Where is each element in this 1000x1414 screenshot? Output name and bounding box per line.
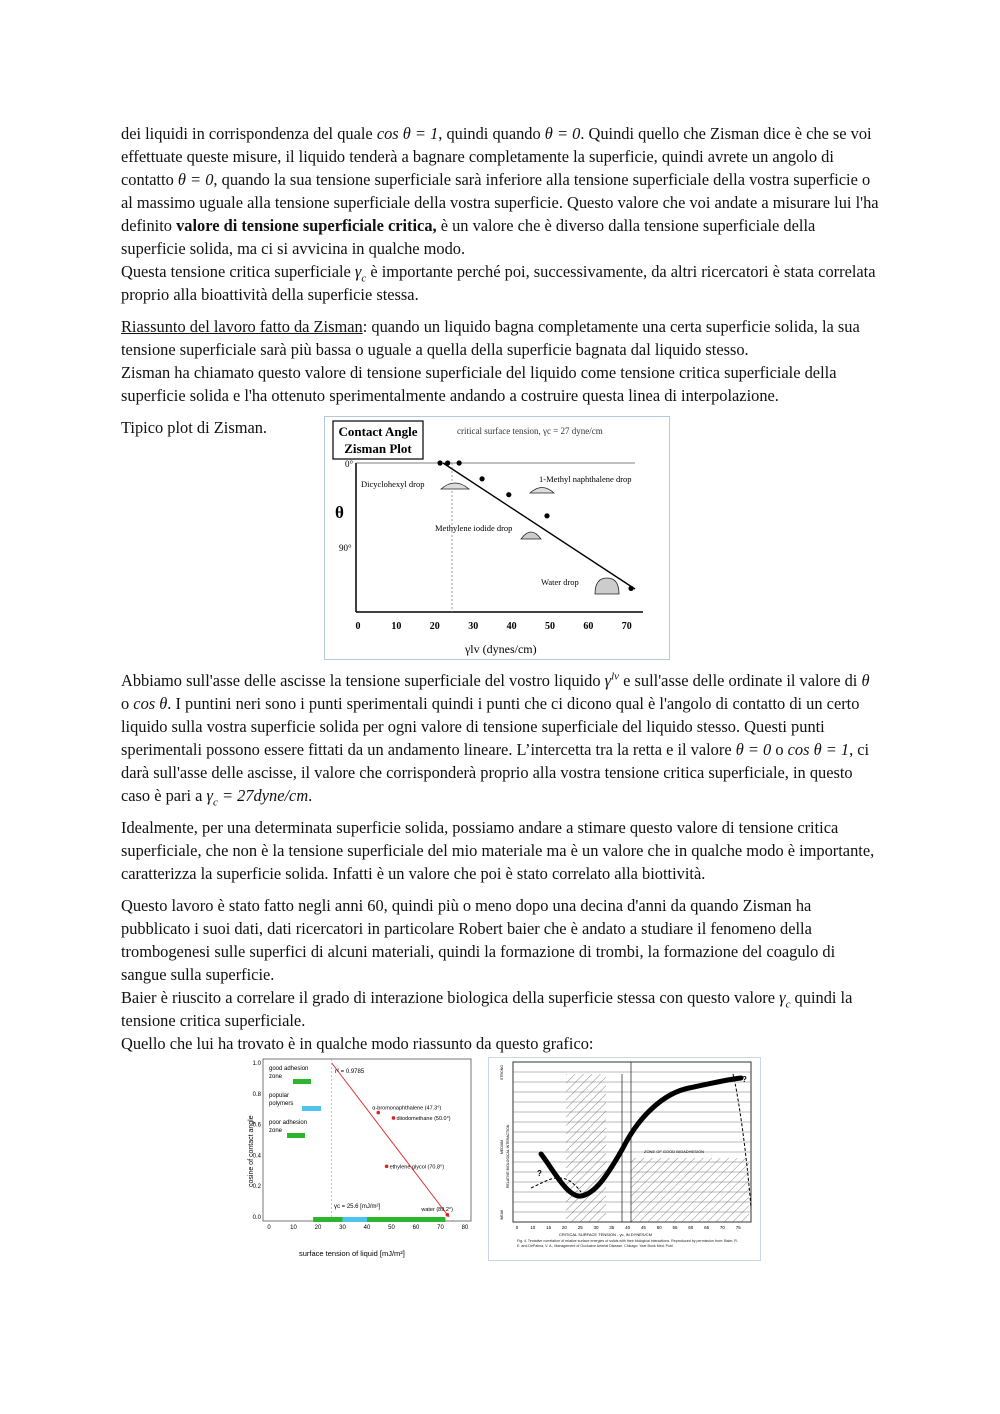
paragraph-6: Idealmente, per una determinata superficie solida, possiamo andare a stimare questo valore di tensione critica superficiale, che non è la tensione superficiale del mio materiale ma è un valore che in qualche modo è importante, caratterizza la superficie solida. Infatti è un valore che poi è stato correlato alla biottività. <box>121 818 875 883</box>
baier-y-label: RELATIVE BIOLOGICAL INTERACTION <box>506 1124 510 1188</box>
cosine-x-tick: 30 <box>339 1225 346 1231</box>
baier-x-tick: 65 <box>704 1225 710 1230</box>
cosine-point-label: diiodomethane (50.0°) <box>396 1115 451 1122</box>
baier-x-tick: 60 <box>688 1225 694 1230</box>
gamma-c-label: γc = 25.6 [mJ/m²] <box>334 1204 381 1210</box>
baier-q-left: ? <box>537 1169 542 1178</box>
zisman-x-ticks <box>356 621 632 632</box>
drop-label-2: 1-Methyl naphthalene drop <box>539 474 632 484</box>
cosine-point-label: water (89.2°) <box>421 1206 453 1213</box>
legend-poor-2: zone <box>269 1128 283 1134</box>
baier-x-tick: 30 <box>593 1225 599 1230</box>
cosine-plot-figure <box>249 1057 476 1261</box>
underlined-heading: Riassunto del lavoro fatto da Zisman <box>121 317 363 336</box>
drop-label-1: Dicyclohexyl drop <box>361 479 425 489</box>
cosine-point-label: ethylene glycol (70.8°) <box>389 1164 445 1171</box>
baier-plot-figure <box>488 1057 761 1261</box>
cosine-x-tick: 80 <box>461 1225 469 1231</box>
drop-shape-2 <box>530 488 554 494</box>
zisman-point <box>544 513 549 518</box>
zisman-x-tick: 50 <box>545 621 555 632</box>
cosine-x-label: surface tension of liquid [mJ/m²] <box>299 1249 405 1258</box>
r-squared-label: r² = 0.9785 <box>335 1069 365 1075</box>
baier-x-tick: 0 <box>515 1225 519 1230</box>
baier-x-ticks <box>516 1225 741 1230</box>
zisman-plot-figure <box>324 416 670 660</box>
drop-shape-4 <box>595 578 619 594</box>
baier-zone-label: ZONE OF GOOD BIOADHESION <box>644 1149 705 1154</box>
cosine-y-label: cosine of contact angle <box>248 1115 255 1187</box>
baier-x-tick: 55 <box>672 1225 678 1230</box>
cosine-point <box>385 1165 389 1169</box>
legend-poor-swatch <box>287 1133 305 1138</box>
baier-x-label: CRITICAL SURFACE TENSION - γc, IN DYNES/CM <box>559 1232 652 1237</box>
x-axis-blue-zone <box>343 1217 368 1222</box>
zisman-x-tick: 30 <box>468 621 479 632</box>
paragraph-2: Questa tensione critica superficiale $\gamma_c$ è importante perché poi, successivamente, da altri ricercatori è stata correlata proprio alla bioattività della superficie stessa. <box>121 262 876 304</box>
legend-good-swatch <box>293 1079 311 1084</box>
baier-level-strong: STRONG <box>500 1065 504 1080</box>
paragraph-9: Quello che lui ha trovato è in qualche modo riassunto da questo grafico: <box>121 1034 594 1053</box>
cosine-data-points <box>372 1106 453 1217</box>
zisman-title-2: Zisman Plot <box>344 441 412 456</box>
drop-label-3: Methylene iodide drop <box>435 523 513 533</box>
zisman-title-1: Contact Angle <box>338 424 418 439</box>
cosine-x-tick: 70 <box>437 1225 444 1231</box>
cosine-point-label: α-bromonaphthalene (47.3°) <box>372 1105 442 1112</box>
paragraph-5: Abbiamo sull'asse delle ascisse la tensione superficiale del vostro liquido $\gamma^{lv}$ e sull'asse delle ordinate il valore di θ o cos θ. I puntini neri sono i punti sperimentali quindi i punti che ci dicono qual è l'angolo di contatto di un certo liquido sulla vostra superficie solida per ogni valore di tensione superficiale del liquido stesso. Questi punti sperimentali possono essere fittati da un andamento lineare. L’intercetta tra la retta e il valore θ = 0 o cos θ = 1, ci darà sull'asse delle ascisse, il valore che corrisponderà proprio alla vostra tensione critica superficiale, in questo caso è pari a $\gamma_c$ = 27dyne/cm. <box>121 670 870 809</box>
x-axis-green-zone <box>313 1217 445 1222</box>
zisman-point <box>506 492 511 497</box>
zisman-point <box>445 460 450 465</box>
baier-x-tick: 40 <box>625 1225 631 1230</box>
legend-popular-1: popular <box>269 1093 290 1099</box>
critical-tension-label: critical surface tension, γc = 27 dyne/cm <box>457 426 603 436</box>
paragraph-7: Questo lavoro è stato fatto negli anni 60, quindi più o meno dopo una decina d'anni da quando Zisman ha pubblicato i suoi dati, dati ricercatori in particolare Robert baier che è andato a studiare il fenomeno della trombogenesi sulle superfici di alcuni materiali, quindi la formazione di trombi, la formazione del coagulo di sangue sulla superficie. <box>121 896 836 984</box>
zisman-point <box>479 476 484 481</box>
zisman-x-tick: 0 <box>355 621 361 632</box>
figure-row-baier <box>249 1057 881 1261</box>
zisman-x-tick: 60 <box>583 621 594 632</box>
cosine-point <box>446 1213 450 1217</box>
cosine-y-tick: 0.6 <box>252 1122 261 1129</box>
y-tick-90: 90° <box>339 543 352 553</box>
document-page <box>121 122 881 1261</box>
zisman-point <box>457 460 462 465</box>
zisman-x-tick: 20 <box>429 621 440 632</box>
baier-x-tick: 20 <box>561 1225 567 1230</box>
zisman-point <box>437 460 442 465</box>
hatched-zone-right <box>631 1158 749 1222</box>
drop-shape-1 <box>441 483 469 489</box>
hatched-zone-left <box>566 1074 606 1222</box>
zisman-x-tick: 40 <box>506 621 517 632</box>
baier-level-weak: WEAK <box>500 1209 504 1220</box>
zisman-plot-svg <box>325 417 669 659</box>
zisman-x-label: γlv (dynes/cm) <box>465 642 537 656</box>
baier-caption: Fig. 4. Tentative correlation of relative surface energies of solids with their biological interactions. Reproduced by permission from: Baier, R. E. and DePalma, V. A., Management of Occlusive Arterial Disease. Chicago: Year Book Med. Publ. <box>517 1239 738 1248</box>
cosine-x-tick: 10 <box>290 1225 297 1231</box>
figure-label: Tipico plot di Zisman. <box>121 418 268 437</box>
cosine-x-tick: 60 <box>412 1225 420 1231</box>
baier-caption-wrap <box>517 1239 741 1259</box>
cosine-x-tick: 20 <box>314 1225 322 1231</box>
cosine-y-tick: 0.8 <box>252 1091 261 1098</box>
cosine-y-tick: 0.0 <box>252 1215 261 1221</box>
baier-x-tick: 50 <box>656 1225 662 1230</box>
cosine-y-tick: 1.0 <box>252 1061 261 1067</box>
drop-label-4: Water drop <box>541 577 579 587</box>
legend-good-1: good adhesion <box>269 1066 309 1072</box>
cosine-y-tick: 0.2 <box>252 1184 261 1191</box>
baier-x-tick: 45 <box>640 1225 646 1230</box>
baier-level-medium: MEDIUM <box>500 1139 504 1154</box>
drop-shape-3 <box>521 532 541 539</box>
legend-poor-1: poor adhesion <box>269 1120 308 1126</box>
paragraph-8: Baier è riuscito a correlare il grado di interazione biologica della superficie stessa con questo valore $\gamma_c$ quindi la tensione critica superficiale. <box>121 988 853 1030</box>
cosine-y-tick: 0.4 <box>252 1153 261 1160</box>
zisman-x-tick: 10 <box>391 621 402 632</box>
baier-x-tick: 25 <box>577 1225 583 1230</box>
paragraph-4: Zisman ha chiamato questo valore di tensione superficiale del liquido come tensione critica superficiale della superficie solida e l'ha ottenuto sperimentalmente andando a costruire questa linea di interpolazione. <box>121 363 837 405</box>
paragraph-1: dei liquidi in corrispondenza del quale cos θ = 1, quindi quando θ = 0. Quindi quello che Zisman dice è che se voi effettuate queste misure, il liquido tenderà a bagnare completamente la superficie, quindi avrete un angolo di contatto θ = 0, quando la sua tensione superficiale sarà inferiore alla tensione superficiale della vostra superficie o al massimo uguale alla tensione superficiale della vostra superficie. Questo valore che voi andate a misurare lui l'ha definito valore di tensione superficiale critica, è un valore che è diverso dalla tensione superficiale della superficie solida, ma ci si avvicina in qualche modo. <box>121 124 879 258</box>
baier-q-right: ? <box>742 1075 747 1084</box>
legend-popular-2: polymers <box>269 1101 294 1107</box>
cosine-point <box>392 1116 396 1120</box>
cosine-x-tick: 0 <box>267 1225 271 1231</box>
cosine-x-ticks <box>267 1225 469 1231</box>
bold-term: valore di tensione superficiale critica, <box>176 216 437 235</box>
baier-x-tick: 70 <box>719 1225 725 1230</box>
baier-x-tick: 10 <box>530 1225 536 1230</box>
cosine-fit-line <box>332 1063 449 1217</box>
baier-plot-svg <box>489 1058 760 1260</box>
legend-popular-swatch <box>302 1106 321 1111</box>
baier-x-tick: 35 <box>609 1225 615 1230</box>
cosine-x-tick: 50 <box>388 1225 395 1231</box>
figure-row-zisman <box>121 416 881 660</box>
y-tick-0: 0° <box>345 459 354 469</box>
y-axis-symbol: θ <box>335 503 344 522</box>
cosine-plot-svg <box>249 1057 476 1261</box>
paragraph-3: Riassunto del lavoro fatto da Zisman: quando un liquido bagna completamente una certa superficie solida, la sua tensione superficiale sarà più bassa o uguale a quella della superficie bagnata dal liquido stesso. <box>121 317 860 359</box>
cosine-x-tick: 40 <box>363 1225 371 1231</box>
zisman-x-tick: 70 <box>621 621 632 632</box>
baier-x-tick: 75 <box>735 1225 741 1230</box>
legend-good-2: zone <box>269 1074 283 1080</box>
zisman-point <box>628 586 633 591</box>
baier-x-tick: 15 <box>546 1225 552 1230</box>
